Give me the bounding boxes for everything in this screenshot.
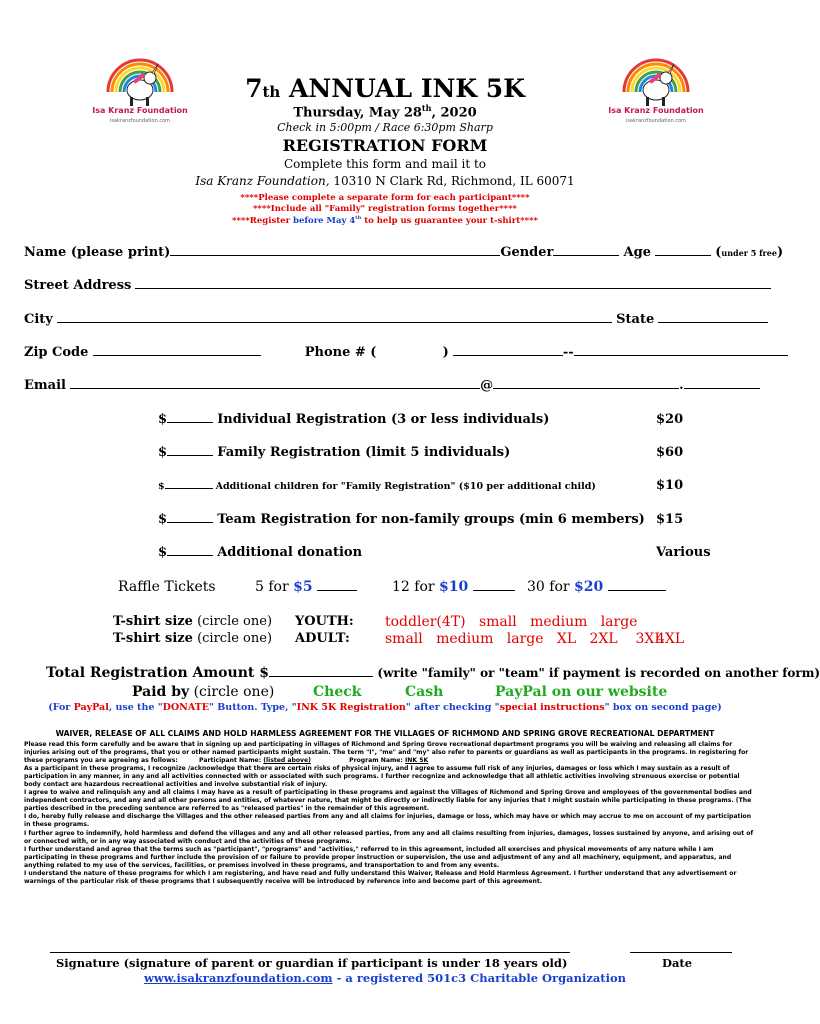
waiver-text (24, 741, 756, 886)
paid-by-row: Paid by (circle one) (132, 684, 275, 700)
adult-label: ADULT: (295, 631, 350, 646)
option-label: Additional children for "Family Registration" ($10 per additional child) (215, 481, 596, 492)
waiver-para: Please read this form carefully and be aware that in signing up and participating in villages of Richmond and Spring Grove recreational department programs you will be waiving and releasing all claims for injuries arising out of the programs, that you or other named participants might sustain. The term "I", "me" and "my" also refer to parents or guardians as well as participants in the programs. In registering for these programs you are agreeing as follows: Participant Name: (listed above) Program Name: INK 5K (24, 741, 749, 765)
email-domain-field[interactable] (493, 378, 679, 389)
gender-field[interactable] (553, 245, 619, 256)
tshirt-adult-label: T-shirt size (circle one) (113, 631, 273, 646)
footer-website-line (0, 971, 770, 985)
zip-label: Zip Code (24, 345, 89, 360)
checkin-time: Check in 5:00pm / Race 6:30pm Sharp (277, 121, 493, 134)
option-price: Various (656, 545, 711, 560)
logo-url: isakranzfoundation.com (109, 118, 171, 124)
amount-field[interactable] (167, 445, 213, 456)
waiver-para: I understand the nature of these programs for which I am registering, and have read and fully understand this Waiver, Release and Hold Harmless Agreement. I further understand that any advertisement or warnings of the particular risk of these programs that I subsequently receive will be introduced by reference into and become part of this agreement. (24, 869, 737, 885)
street-label: Street Address (24, 278, 132, 293)
option-label: Team Registration for non-family groups (min 6 members) (217, 512, 645, 527)
zip-phone-row: Zip Code Phone # ( ) -- (24, 345, 788, 360)
pay-cash[interactable]: Cash (405, 684, 444, 700)
note-register-before: ****Register before May 4th to help us guarantee your t-shirt**** (232, 215, 538, 226)
raffle-option-5: 5 for $5 (255, 579, 357, 595)
logo-url: isakranzfoundation.com (625, 118, 687, 124)
logo-name: Isa Kranz Foundation (92, 106, 188, 115)
total-label: Total Registration Amount $ (46, 665, 269, 681)
adult-sizes[interactable]: small medium large XL 2XL 3XL (385, 631, 664, 647)
name-label: Name (please print) (24, 245, 171, 260)
registration-option: $ Individual Registration (3 or less individuals) (158, 412, 550, 427)
registration-option: $ Additional donation (158, 545, 363, 560)
email-user-field[interactable] (70, 378, 480, 389)
option-price: $20 (656, 412, 684, 427)
age-label: Age (623, 245, 651, 260)
form-title: REGISTRATION FORM (282, 136, 488, 155)
raffle-label: Raffle Tickets (118, 579, 216, 595)
city-field[interactable] (57, 312, 612, 323)
tagline: - a registered 501c3 Charitable Organization (332, 971, 627, 985)
city-row (24, 312, 768, 327)
option-price: $10 (656, 478, 684, 493)
name-row: Name (please print) Gender Age (under 5 free) (24, 245, 784, 260)
city-label: City (24, 312, 53, 327)
amount-field[interactable] (167, 545, 213, 556)
waiver-heading: WAIVER, RELEASE OF ALL CLAIMS AND HOLD HARMLESS AGREEMENT FOR THE VILLAGES OF RICHMOND AND SPRING GROVE RECREATIONAL DEPARTMENT (55, 729, 715, 738)
date-label: Date (662, 956, 693, 970)
waiver-para: I further understand and agree that the terms such as "participant", "programs" and "activities," referred to in this agreement, included all exercises and physical movements of any nature while I am participating in these programs and further include the provision of or failure to provide proper instruction or supervision, the use and adjustment of any and all machinery, equipment, and apparatus, and anything related to my use of the services, facilities, or premises involved in these programs, and transportation to and from any events. (24, 845, 732, 869)
raffle-field[interactable] (473, 580, 515, 591)
note-family-forms: ****Include all "Family" registration forms together**** (252, 204, 518, 214)
logo-name: Isa Kranz Foundation (608, 106, 704, 115)
signature-line[interactable] (50, 952, 570, 953)
event-title: 7th ANNUAL INK 5K (245, 74, 525, 103)
option-label: Additional donation (217, 545, 363, 560)
event-date: Thursday, May 28th, 2020 (293, 103, 477, 121)
waiver-para: As a participant in these programs, I recognize /acknowledge that there are certain risks of physical injury, and I agree to assume full risk of any injuries, damages or loss which I may sustain as a result of participation in any manner, in any and all activities connected with or associated with such programs. I further recognize and acknowledge that all athletic activities involving strenuous exercise or potential body contact are hazardous recreational activities and involve substantial risk of injury. (24, 765, 740, 789)
option-price: $60 (656, 445, 684, 460)
amount-field[interactable] (165, 480, 213, 489)
waiver-para: I do, hereby fully release and discharge the Villages and the other released parties from any and all claims for injuries, damage or loss, which may have or which may accrue to me on account of my participation in these programs. (24, 813, 752, 829)
raffle-field[interactable] (317, 580, 357, 591)
registration-option: $ Team Registration for non-family groups (min 6 members) (158, 512, 645, 527)
raffle-field[interactable] (608, 580, 666, 591)
raffle-option-30: 30 for $20 (527, 579, 666, 595)
paypal-instructions: (For PayPal, use the "DONATE" Button. Type, "INK 5K Registration" after checking "special instructions" box on second page) (48, 702, 722, 713)
amount-field[interactable] (167, 412, 213, 423)
total-note: (write "family" or "team" if payment is recorded on another form) (377, 666, 820, 680)
street-row (24, 278, 771, 293)
option-price: $15 (656, 512, 684, 527)
email-tld-field[interactable] (684, 378, 760, 389)
name-field[interactable] (170, 245, 500, 256)
zip-field[interactable] (93, 345, 261, 356)
date-line[interactable] (630, 952, 732, 953)
option-label: Family Registration (limit 5 individuals) (217, 445, 511, 460)
pay-check[interactable]: Check (313, 684, 362, 700)
website-link[interactable]: www.isakranzfoundation.com (143, 971, 333, 985)
age-field[interactable] (655, 245, 711, 256)
state-field[interactable] (658, 312, 768, 323)
waiver-para: I agree to waive and relinquish any and all claims I may have as a result of participating in these programs and against the Villages of Richmond and Spring Grove and employees of the governmental bodies and independent contractors, and any and all other persons and entities, of whatever nature, that might be directly or indirectly liable for any injuries that I might sustain while participating in these programs. (The parties described in the preceding sentence are referred to as "released parties" in the remainder of this agreement. (24, 789, 752, 813)
under5-note: under 5 free (721, 248, 777, 258)
raffle-option-12: 12 for $10 (392, 579, 515, 595)
signature-label: Signature (signature of parent or guardian if participant is under 18 years old) (56, 956, 568, 970)
youth-sizes[interactable]: toddler(4T) small medium large (385, 614, 638, 630)
option-label: Individual Registration (3 or less individuals) (217, 412, 550, 427)
pay-paypal[interactable]: PayPal on our website (495, 684, 668, 700)
note-separate-form: ****Please complete a separate form for each participant**** (240, 193, 530, 203)
adult-size-4xl[interactable]: 4XL (656, 631, 685, 647)
total-row (46, 665, 820, 681)
amount-field[interactable] (167, 512, 213, 523)
phone-field-1[interactable] (453, 345, 563, 356)
gender-label: Gender (500, 245, 554, 260)
street-field[interactable] (135, 278, 771, 289)
phone-field-2[interactable] (574, 345, 788, 356)
waiver-para: I further agree to indemnify, hold harmless and defend the villages and any and all other released parties, from any and all claims resulting from injuries, damages, losses sustained by anyone, and arising out of or connected with, or in any way associated with conduct and the activities of these programs. (24, 829, 754, 845)
registration-option: $ Additional children for "Family Registration" ($10 per additional child) (158, 481, 596, 492)
mail-address: Isa Kranz Foundation, 10310 N Clark Rd, Richmond, IL 60071 (195, 174, 575, 188)
mail-instructions: Complete this form and mail it to (283, 157, 487, 171)
tshirt-youth-label: T-shirt size (circle one) (113, 614, 273, 629)
total-field[interactable] (269, 666, 373, 677)
email-row: Email @ . (24, 378, 760, 393)
state-label: State (616, 312, 655, 327)
registration-option: $ Family Registration (limit 5 individuals) (158, 445, 511, 460)
youth-label: YOUTH: (295, 614, 354, 629)
email-label: Email (24, 378, 66, 393)
phone-label: Phone # ( (304, 345, 377, 360)
